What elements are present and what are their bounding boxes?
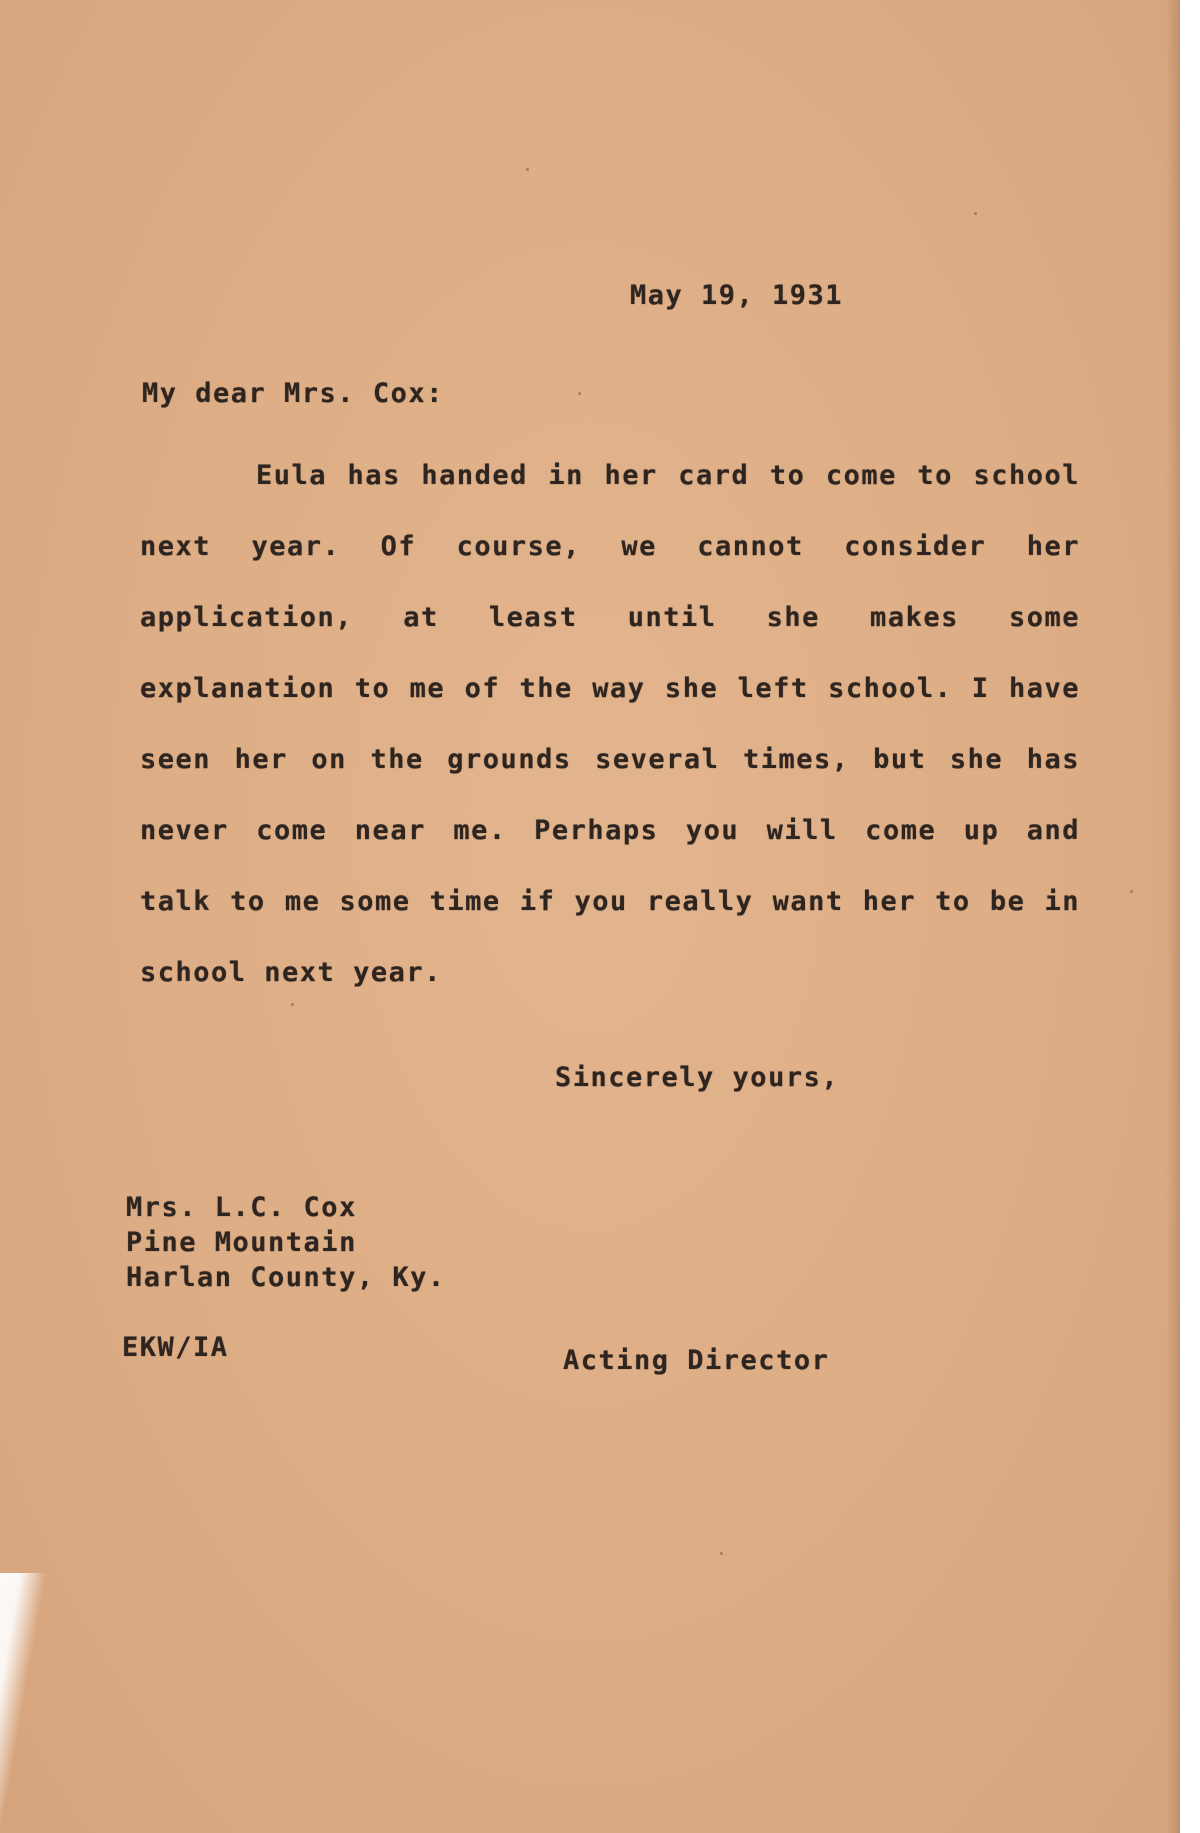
letter-body: Eula has handed in her card to come to school next year. Of course, we cannot consider her application, at least until she makes some explanation to me of the way she left school. I have seen her on the grounds several times, but she has never come near me. Perhaps you will come up and talk to me some time if you really want her to be in school next year. <box>140 460 1080 988</box>
paper-speck <box>720 1552 723 1555</box>
paper-speck <box>526 168 529 171</box>
recipient-address <box>126 1190 446 1295</box>
paper-speck <box>1130 890 1133 893</box>
letter-salutation: My dear Mrs. Cox: <box>142 378 444 409</box>
letter-date: May 19, 1931 <box>630 280 844 311</box>
torn-corner <box>0 1573 70 1833</box>
letter-closing: Sincerely yours, <box>555 1062 840 1093</box>
paper-speck <box>578 392 581 395</box>
address-line: Pine Mountain <box>126 1227 357 1258</box>
address-line: Harlan County, Ky. <box>126 1262 446 1293</box>
page-edge-shadow <box>1166 0 1180 1833</box>
reference-initials: EKW/IA <box>122 1332 229 1363</box>
signature-title: Acting Director <box>563 1345 830 1376</box>
paper-speck <box>974 212 977 215</box>
address-line: Mrs. L.C. Cox <box>126 1192 357 1223</box>
